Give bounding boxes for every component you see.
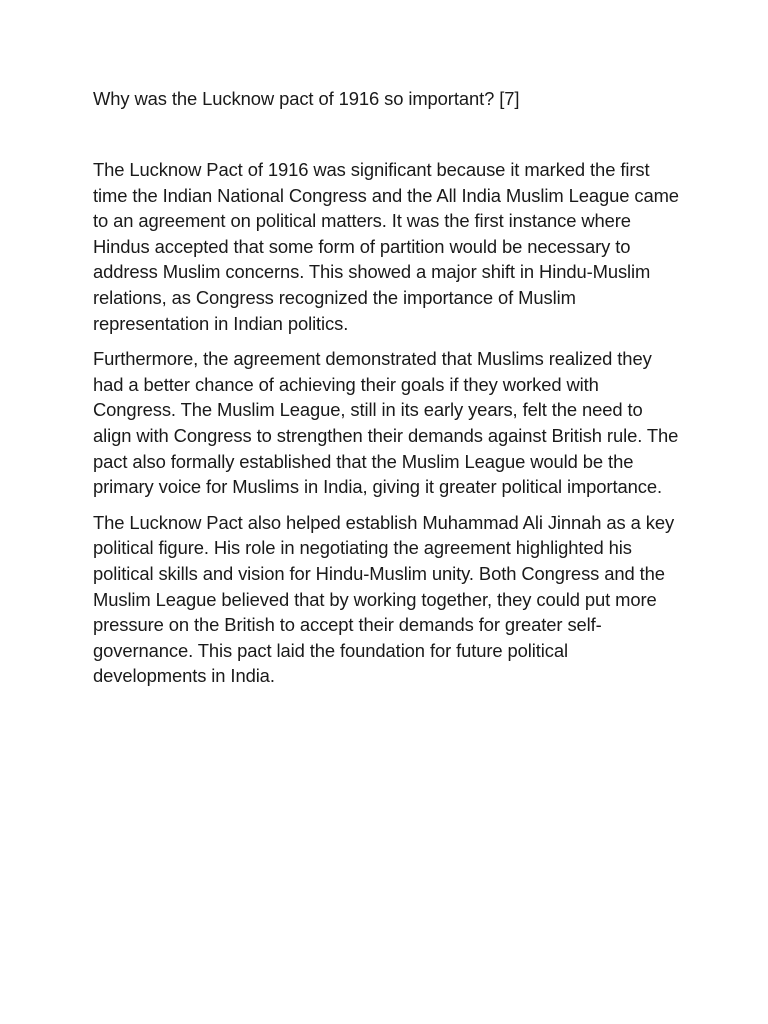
answer-paragraph-2: Furthermore, the agreement demonstrated that Muslims realized they had a better chance of achieving their goals if they worked with Congress. The Muslim League, still in its early years, felt the need to align with Congress to strengthen their demands against British rule. The pact also formally established that the Muslim League would be the primary voice for Muslims in India, giving it greater political importance. (93, 348, 679, 498)
question-heading: Why was the Lucknow pact of 1916 so important? [7] (93, 88, 520, 109)
document-body (93, 86, 683, 699)
answer-paragraph-1: The Lucknow Pact of 1916 was significant because it marked the first time the Indian National Congress and the All India Muslim League came to an agreement on political matters. It was the first instance where Hindus accepted that some form of partition would be necessary to address Muslim concerns. This showed a major shift in Hindu-Muslim relations, as Congress recognized the importance of Muslim representation in Indian politics. (93, 159, 679, 334)
answer-paragraph-3: The Lucknow Pact also helped establish Muhammad Ali Jinnah as a key political figure. His role in negotiating the agreement highlighted his political skills and vision for Hindu-Muslim unity. Both Congress and the Muslim League believed that by working together, they could put more pressure on the British to accept their demands for greater self-governance. This pact laid the foundation for future political developments in India. (93, 511, 675, 687)
